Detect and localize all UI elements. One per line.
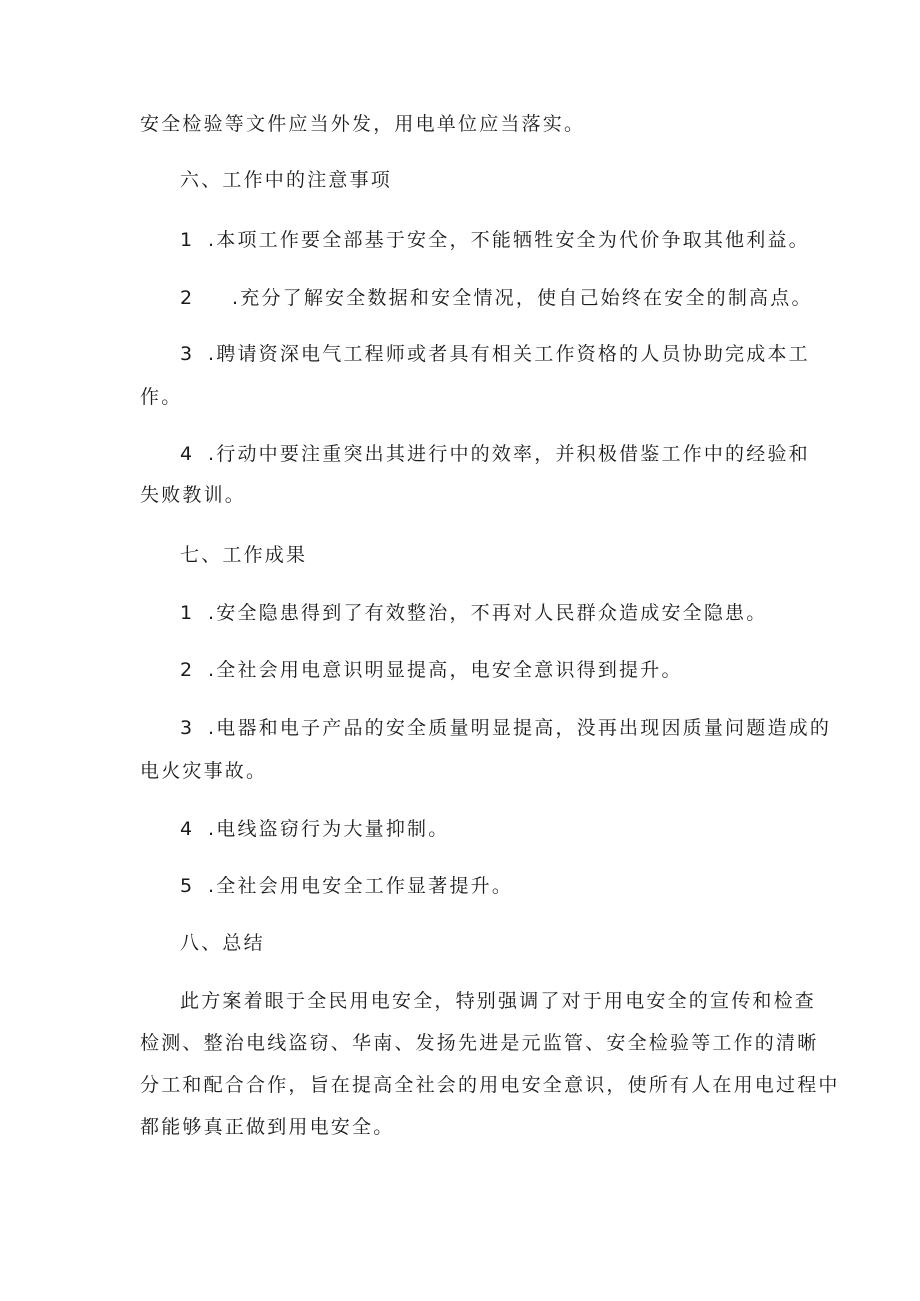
- section-6-item-1: [180, 226, 840, 254]
- item-number: 1: [180, 602, 195, 624]
- summary-line-2: 检测、整治电线盗窃、华南、发扬先进是元监管、安全检验等工作的清晰: [140, 1032, 819, 1054]
- item-text: .安全隐患得到了有效整治，不再对人民群众造成安全隐患。: [208, 602, 768, 624]
- section-7-item-3: [180, 714, 840, 742]
- item-text: .充分了解安全数据和安全情况，使自己始终在安全的制高点。: [232, 287, 813, 309]
- section-6-item-4-continuation: 失败教训。: [140, 484, 247, 506]
- item-text: .行动中要注重突出其进行中的效率，并积极借鉴工作中的经验和: [208, 443, 810, 465]
- section-7-item-4: [180, 815, 840, 843]
- section-6-item-2: [180, 284, 840, 312]
- section-7-item-2: [180, 656, 840, 684]
- item-number: 4: [180, 443, 195, 465]
- item-number: 3: [180, 717, 195, 739]
- section-6-heading: 六、工作中的注意事项: [180, 169, 393, 191]
- item-number: 4: [180, 818, 195, 840]
- section-7-item-5: [180, 872, 840, 900]
- item-text: .聘请资深电气工程师或者具有相关工作资格的人员协助完成本工: [208, 343, 810, 365]
- item-number: 1: [180, 229, 195, 251]
- item-number: 2: [180, 287, 195, 309]
- item-text: .本项工作要全部基于安全，不能牺牲安全为代价争取其他利益。: [208, 229, 810, 251]
- paragraph-intro-tail: 安全检验等文件应当外发，用电单位应当落实。: [140, 113, 586, 135]
- item-number: 2: [180, 659, 195, 681]
- summary-line-1: 此方案着眼于全民用电安全，特别强调了对于用电安全的宣传和检查: [180, 990, 817, 1012]
- section-7-item-1: [180, 599, 840, 627]
- item-text: .全社会用电意识明显提高，电安全意识得到提升。: [208, 659, 683, 681]
- item-text: .电器和电子产品的安全质量明显提高，没再出现因质量问题造成的: [208, 717, 832, 739]
- summary-line-3: 分工和配合合作，旨在提高全社会的用电安全意识，使所有人在用电过程中: [140, 1074, 840, 1096]
- section-7-item-3-continuation: 电火灾事故。: [140, 760, 268, 782]
- item-text: .全社会用电安全工作显著提升。: [208, 875, 514, 897]
- item-text: .电线盗窃行为大量抑制。: [208, 818, 450, 840]
- section-6-item-4: [180, 440, 840, 468]
- section-6-item-3: [180, 340, 840, 368]
- section-8-heading: 八、总结: [180, 932, 265, 954]
- item-number: 3: [180, 343, 195, 365]
- section-6-item-3-continuation: 作。: [140, 386, 183, 408]
- summary-line-4: 都能够真正做到用电安全。: [140, 1116, 395, 1138]
- item-number: 5: [180, 875, 195, 897]
- section-7-heading: 七、工作成果: [180, 544, 308, 566]
